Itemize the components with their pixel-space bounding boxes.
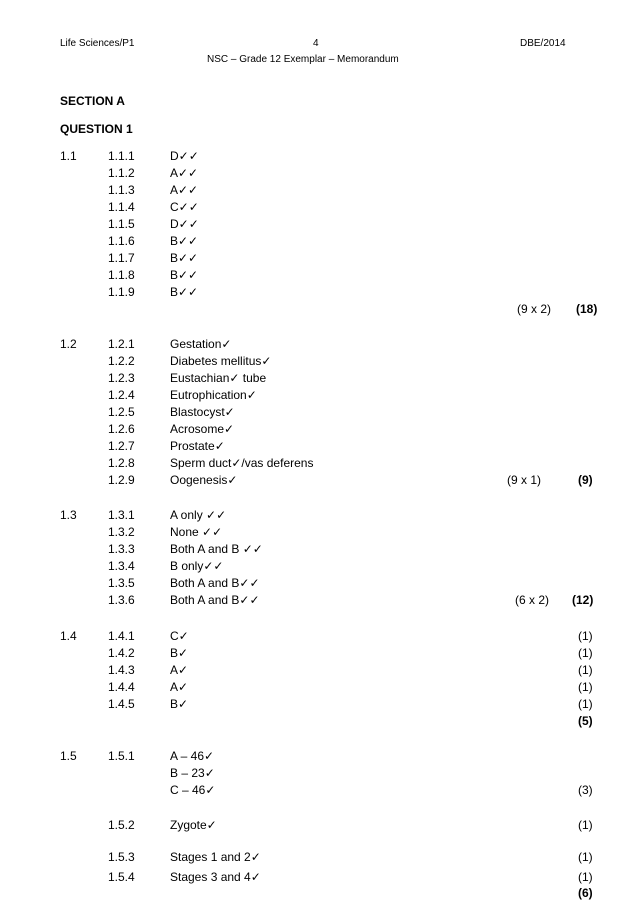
question-number: 1.1 — [60, 149, 77, 163]
mark: (1) — [578, 663, 593, 677]
mark: (1) — [578, 680, 593, 694]
answer: C✓✓ — [170, 200, 199, 214]
answer: B✓✓ — [170, 285, 199, 299]
sub-number: 1.4.5 — [108, 697, 135, 711]
answer: Both A and B ✓✓ — [170, 542, 263, 556]
sub-number: 1.3.3 — [108, 542, 135, 556]
answer: B✓ — [170, 697, 189, 711]
answer: A✓✓ — [170, 183, 199, 197]
answer: A✓✓ — [170, 166, 199, 180]
answer: Eustachian✓ tube — [170, 371, 267, 385]
mark-total: (12) — [572, 593, 594, 607]
mark: (1) — [578, 646, 593, 660]
question-number: 1.5 — [60, 749, 77, 763]
answer: Prostate✓ — [170, 439, 225, 453]
mark-calculation: (6 x 2) — [515, 593, 550, 607]
sub-number: 1.2.4 — [108, 388, 135, 402]
sub-number: 1.5.1 — [108, 749, 135, 763]
page-number: 4 — [313, 38, 319, 49]
answer: B✓✓ — [170, 251, 199, 265]
answer: C✓ — [170, 629, 189, 643]
answer: B✓✓ — [170, 234, 199, 248]
answer: Both A and B✓✓ — [170, 576, 260, 590]
sub-number: 1.1.8 — [108, 268, 135, 282]
answer: Stages 3 and 4✓ — [170, 870, 261, 884]
sub-number: 1.2.1 — [108, 337, 135, 351]
sub-number: 1.2.9 — [108, 473, 135, 487]
answer: D✓✓ — [170, 149, 199, 163]
mark: (3) — [578, 783, 593, 797]
answer: Zygote✓ — [170, 818, 217, 832]
answer: Oogenesis✓ — [170, 473, 238, 487]
question-number: 1.2 — [60, 337, 77, 351]
sub-number: 1.3.4 — [108, 559, 135, 573]
sub-number: 1.1.7 — [108, 251, 135, 265]
mark: (1) — [578, 870, 593, 884]
mark-calculation: (9 x 2) — [517, 302, 552, 316]
sub-number: 1.5.3 — [108, 850, 135, 864]
mark-calculation: (9 x 1) — [507, 473, 542, 487]
mark-total: (5) — [578, 714, 593, 728]
header-left: Life Sciences/P1 — [60, 38, 135, 49]
sub-number: 1.4.2 — [108, 646, 135, 660]
answer: B✓ — [170, 646, 189, 660]
mark-total: (9) — [578, 473, 593, 487]
answer: Acrosome✓ — [170, 422, 235, 436]
section-title: SECTION A — [60, 94, 125, 108]
answer: Gestation✓ — [170, 337, 232, 351]
question-number: 1.4 — [60, 629, 77, 643]
answer: Diabetes mellitus✓ — [170, 354, 272, 368]
answer: Stages 1 and 2✓ — [170, 850, 261, 864]
mark: (1) — [578, 629, 593, 643]
sub-number: 1.2.6 — [108, 422, 135, 436]
answer: Both A and B✓✓ — [170, 593, 260, 607]
answer: A✓ — [170, 680, 189, 694]
answer: A✓ — [170, 663, 189, 677]
sub-number: 1.1.1 — [108, 149, 135, 163]
sub-number: 1.5.4 — [108, 870, 135, 884]
answer: None ✓✓ — [170, 525, 223, 539]
answer: B✓✓ — [170, 268, 199, 282]
answer: A – 46✓ — [170, 749, 215, 763]
header-right: DBE/2014 — [520, 38, 566, 49]
sub-number: 1.2.8 — [108, 456, 135, 470]
sub-number: 1.3.2 — [108, 525, 135, 539]
sub-number: 1.1.4 — [108, 200, 135, 214]
mark: (1) — [578, 697, 593, 711]
answer: B – 23✓ — [170, 766, 215, 780]
sub-number: 1.3.6 — [108, 593, 135, 607]
header-subtitle: NSC – Grade 12 Exemplar – Memorandum — [207, 54, 399, 65]
sub-number: 1.2.7 — [108, 439, 135, 453]
sub-number: 1.1.5 — [108, 217, 135, 231]
sub-number: 1.1.3 — [108, 183, 135, 197]
sub-number: 1.1.6 — [108, 234, 135, 248]
sub-number: 1.4.4 — [108, 680, 135, 694]
mark-total: (6) — [578, 886, 593, 900]
sub-number: 1.5.2 — [108, 818, 135, 832]
mark: (1) — [578, 850, 593, 864]
mark: (1) — [578, 818, 593, 832]
answer: D✓✓ — [170, 217, 199, 231]
answer: Eutrophication✓ — [170, 388, 257, 402]
sub-number: 1.4.1 — [108, 629, 135, 643]
mark-total: (18) — [576, 302, 598, 316]
sub-number: 1.4.3 — [108, 663, 135, 677]
question-title: QUESTION 1 — [60, 122, 133, 136]
question-number: 1.3 — [60, 508, 77, 522]
answer: Sperm duct✓/vas deferens — [170, 456, 314, 470]
sub-number: 1.1.2 — [108, 166, 135, 180]
sub-number: 1.2.2 — [108, 354, 135, 368]
answer: B only✓✓ — [170, 559, 224, 573]
sub-number: 1.2.3 — [108, 371, 135, 385]
answer: A only ✓✓ — [170, 508, 227, 522]
sub-number: 1.1.9 — [108, 285, 135, 299]
sub-number: 1.3.5 — [108, 576, 135, 590]
answer: C – 46✓ — [170, 783, 216, 797]
sub-number: 1.3.1 — [108, 508, 135, 522]
answer: Blastocyst✓ — [170, 405, 235, 419]
sub-number: 1.2.5 — [108, 405, 135, 419]
